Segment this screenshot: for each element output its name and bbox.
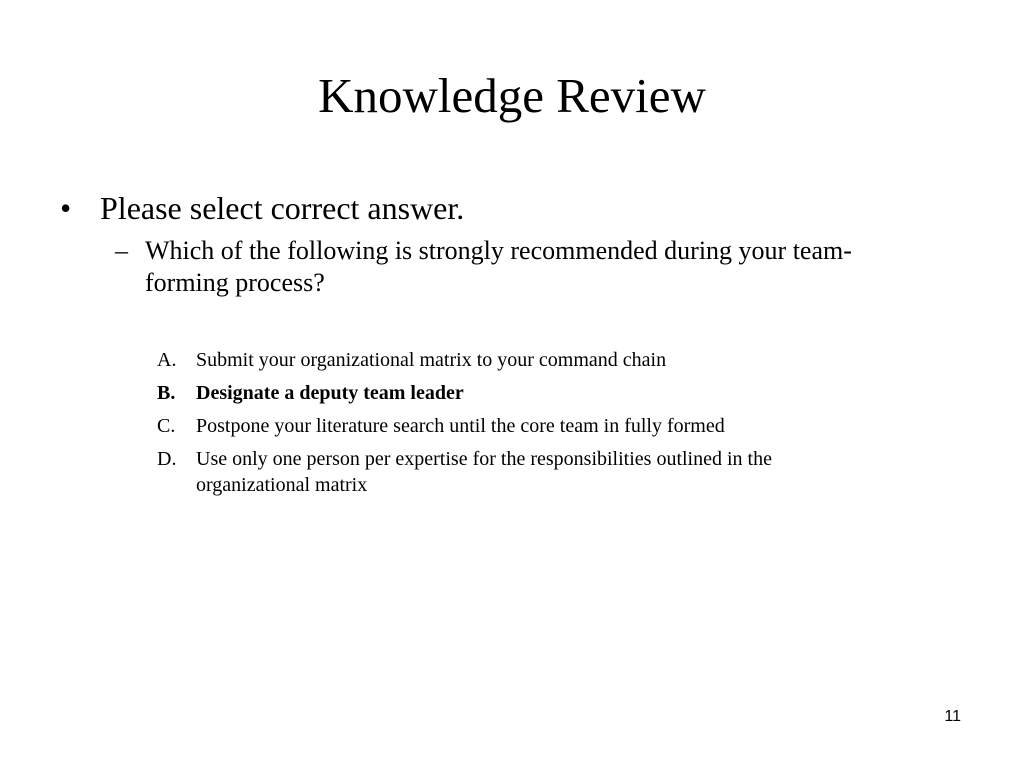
page-number: 11 xyxy=(944,708,961,725)
bullet-icon: • xyxy=(60,190,72,226)
option-text: Designate a deputy team leader xyxy=(196,382,464,404)
option-letter: C. xyxy=(157,415,176,437)
slide-title: Knowledge Review xyxy=(318,68,706,123)
dash-icon: – xyxy=(115,236,128,265)
bullet-text: Please select correct answer. xyxy=(100,190,465,226)
answer-options xyxy=(157,347,877,505)
question-text: Which of the following is strongly recommended during your team-forming process? xyxy=(145,236,852,297)
answer-option-c[interactable] xyxy=(157,413,877,439)
option-text: Submit your organizational matrix to your command chain xyxy=(196,349,667,371)
answer-option-d[interactable] xyxy=(157,446,877,498)
option-letter: B. xyxy=(157,382,176,404)
option-letter: D. xyxy=(157,448,177,470)
answer-option-b[interactable] xyxy=(157,380,877,406)
option-letter: A. xyxy=(157,349,177,371)
option-text: Use only one person per expertise for the responsibilities outlined in the organizational matrix xyxy=(196,448,772,496)
option-text: Postpone your literature search until the core team in fully formed xyxy=(196,415,725,437)
answer-option-a[interactable] xyxy=(157,347,877,373)
